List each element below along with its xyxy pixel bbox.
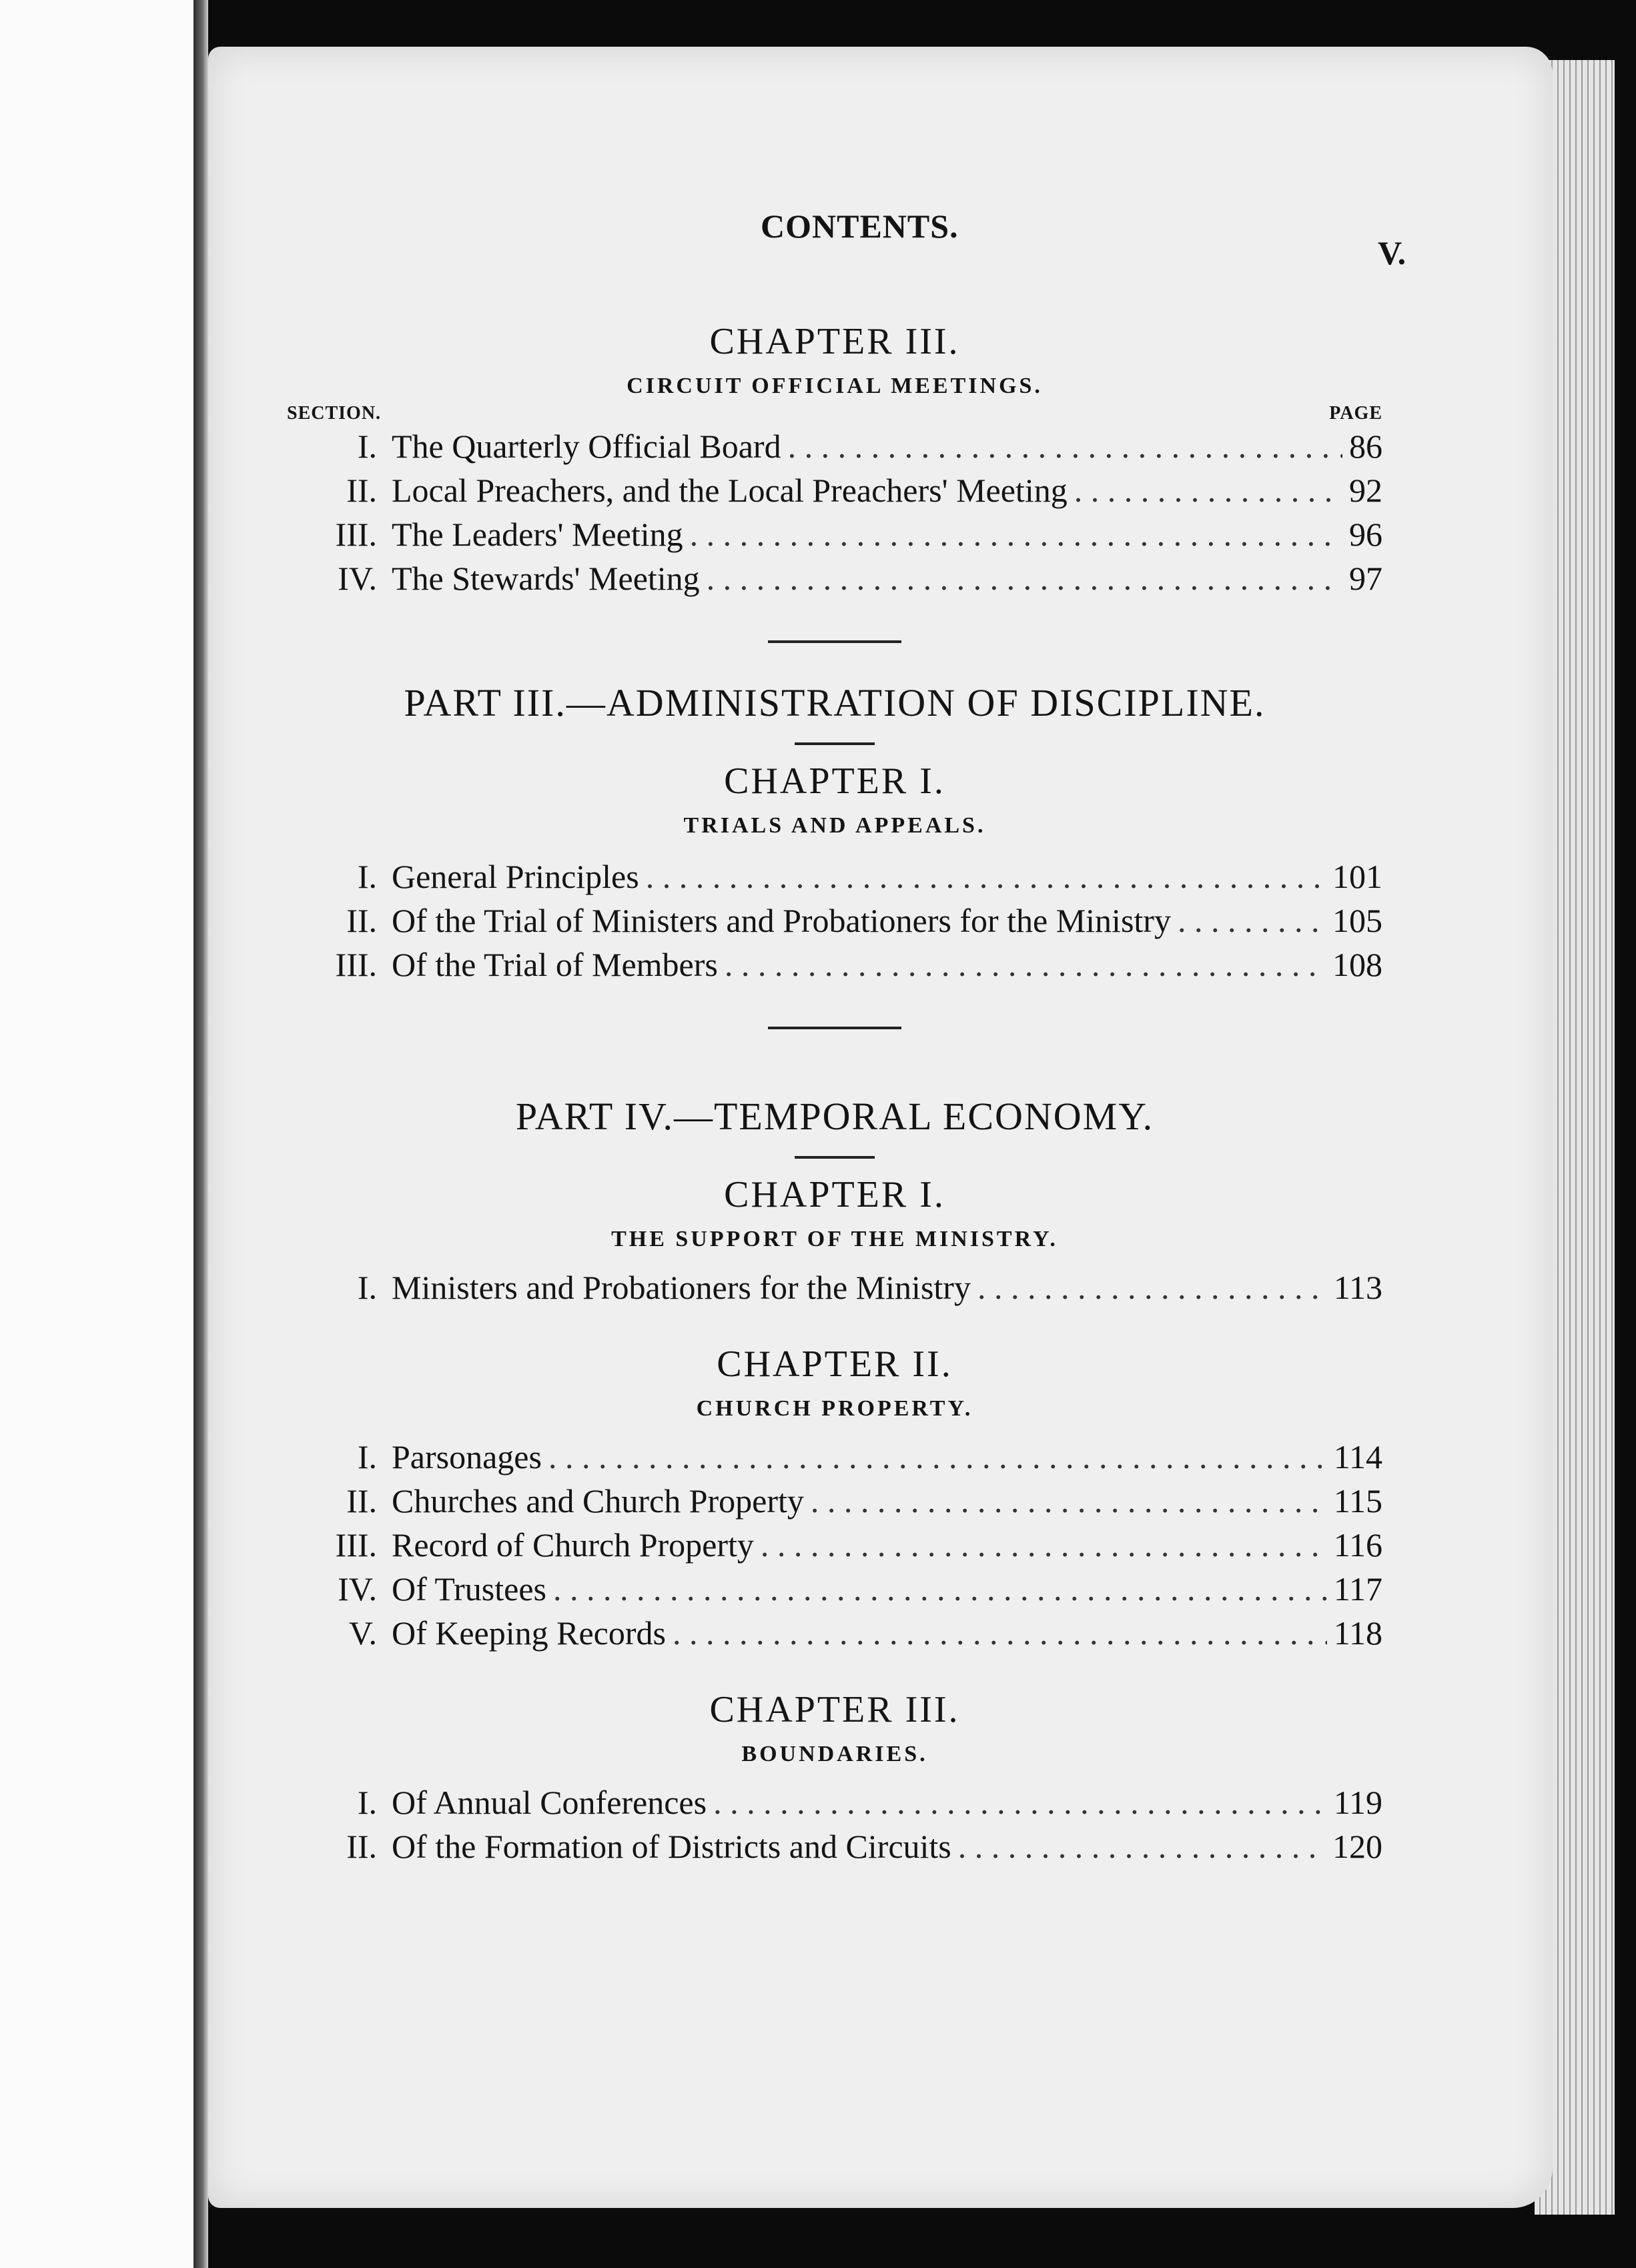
entry-title: Of the Trial of Members: [392, 946, 718, 983]
entry-page: 116: [1333, 1526, 1382, 1564]
toc-list: [287, 855, 1382, 987]
chapter-heading: CHAPTER III.: [709, 1689, 960, 1730]
chapter-heading: CHAPTER III.: [709, 321, 960, 362]
entry-page: 120: [1332, 1828, 1382, 1865]
entry-number: I.: [357, 1784, 377, 1821]
entry-page: 86: [1349, 428, 1382, 465]
entry-number: III.: [335, 1526, 377, 1564]
toc-entry[interactable]: [287, 556, 1382, 600]
toc-entry[interactable]: [287, 1435, 1382, 1479]
toc-list: [287, 1265, 1382, 1309]
entry-number: II.: [346, 1482, 377, 1520]
part-heading: PART III.—ADMINISTRATION OF DISCIPLINE.: [404, 681, 1266, 724]
entry-number: I.: [357, 1269, 377, 1306]
entry-title: Churches and Church Property: [392, 1482, 804, 1520]
chapter-subtitle: TRIALS AND APPEALS.: [683, 813, 986, 838]
entry-page: 114: [1333, 1438, 1382, 1476]
entry-number: I.: [357, 1438, 377, 1476]
part-heading: PART IV.—TEMPORAL ECONOMY.: [515, 1095, 1154, 1138]
entry-number: III.: [335, 516, 377, 553]
entry-title: Record of Church Property: [392, 1526, 754, 1564]
entry-title: The Stewards' Meeting: [392, 560, 700, 597]
entry-number: V.: [348, 1614, 377, 1652]
entry-number: II.: [346, 902, 377, 939]
dot-leader: [977, 1265, 1327, 1309]
entry-page: 113: [1333, 1269, 1382, 1306]
divider-rule: [795, 742, 875, 745]
entry-title: The Quarterly Official Board: [392, 428, 781, 465]
entry-page: 101: [1332, 858, 1382, 895]
entry-number: IV.: [338, 1570, 377, 1608]
running-header: CONTENTS.: [761, 207, 959, 245]
dot-leader: [646, 855, 1326, 899]
dot-leader: [725, 943, 1326, 987]
chapter-subtitle: CIRCUIT OFFICIAL MEETINGS.: [627, 374, 1043, 398]
toc-list: [287, 1780, 1382, 1868]
book-gutter: [193, 0, 208, 2268]
entry-page: 108: [1332, 946, 1382, 983]
page-label: PAGE: [1329, 403, 1382, 424]
chapter-heading: CHAPTER II.: [717, 1343, 953, 1385]
dot-leader: [673, 1611, 1327, 1655]
toc-entry[interactable]: [287, 1523, 1382, 1567]
dot-leader: [788, 424, 1342, 468]
dot-leader: [1074, 468, 1342, 512]
dot-leader: [761, 1523, 1327, 1567]
toc-entry[interactable]: [287, 1265, 1382, 1309]
chapter-heading: CHAPTER I.: [724, 1174, 945, 1215]
divider-rule: [768, 640, 901, 643]
toc-entry[interactable]: [287, 1824, 1382, 1868]
chapter-subtitle: BOUNDARIES.: [741, 1742, 928, 1766]
toc-entry[interactable]: [287, 1780, 1382, 1824]
entry-page: 96: [1349, 516, 1382, 553]
column-labels: [287, 403, 1382, 424]
section-circuit-meetings: [287, 320, 1382, 643]
toc-entry[interactable]: [287, 1611, 1382, 1655]
entry-number: II.: [346, 472, 377, 509]
toc-entry[interactable]: [287, 468, 1382, 512]
entry-title: Of the Trial of Ministers and Probationers for the Ministry: [392, 902, 1171, 939]
entry-title: The Leaders' Meeting: [392, 516, 683, 553]
entry-number: I.: [357, 858, 377, 895]
entry-title: Of Trustees: [392, 1570, 546, 1608]
toc-entry[interactable]: [287, 899, 1382, 943]
section-label: SECTION.: [287, 403, 382, 424]
entry-page: 115: [1333, 1482, 1382, 1520]
toc-entry[interactable]: [287, 424, 1382, 468]
entry-title: Ministers and Probationers for the Ministry: [392, 1269, 971, 1306]
page-number: V.: [1378, 234, 1406, 271]
entry-title: Local Preachers, and the Local Preachers' Meeting: [392, 472, 1068, 509]
divider-rule: [795, 1156, 875, 1159]
dot-leader: [713, 1780, 1327, 1824]
entry-title: General Principles: [392, 858, 639, 895]
entry-title: Of the Formation of Districts and Circuits: [392, 1828, 951, 1865]
toc-entry[interactable]: [287, 1479, 1382, 1523]
entry-title: Of Annual Conferences: [392, 1784, 707, 1821]
entry-number: IV.: [338, 560, 377, 597]
toc-entry[interactable]: [287, 512, 1382, 556]
dot-leader: [1178, 899, 1326, 943]
entry-title: Parsonages: [392, 1438, 542, 1476]
entry-page: 119: [1333, 1784, 1382, 1821]
dot-leader: [690, 512, 1342, 556]
divider-rule: [768, 1027, 901, 1029]
dot-leader: [958, 1824, 1326, 1868]
toc-list: [287, 424, 1382, 600]
entry-page: 118: [1333, 1614, 1382, 1652]
section-part-four: [287, 1094, 1382, 1868]
chapter-subtitle: CHURCH PROPERTY.: [696, 1396, 973, 1421]
entry-page: 117: [1333, 1570, 1382, 1608]
entry-page: 105: [1332, 902, 1382, 939]
toc-entry[interactable]: [287, 855, 1382, 899]
entry-number: II.: [346, 1828, 377, 1865]
dot-leader: [553, 1567, 1327, 1611]
dot-leader: [548, 1435, 1327, 1479]
toc-entry[interactable]: [287, 1567, 1382, 1611]
dot-leader: [811, 1479, 1327, 1523]
chapter-heading: CHAPTER I.: [724, 760, 945, 802]
entry-title: Of Keeping Records: [392, 1614, 666, 1652]
section-part-three: [287, 680, 1382, 1029]
facing-page: [0, 0, 193, 2268]
toc-list: [287, 1435, 1382, 1655]
entry-page: 92: [1349, 472, 1382, 509]
entry-page: 97: [1349, 560, 1382, 597]
entry-number: III.: [335, 946, 377, 983]
dot-leader: [707, 556, 1342, 600]
chapter-subtitle: THE SUPPORT OF THE MINISTRY.: [611, 1227, 1058, 1251]
entry-number: I.: [357, 428, 377, 465]
toc-entry[interactable]: [287, 943, 1382, 987]
